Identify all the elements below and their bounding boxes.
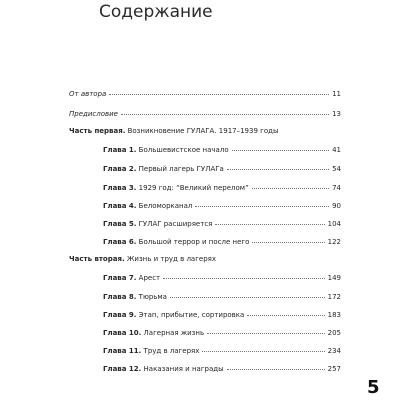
- chapter-number: Глава 5.: [103, 220, 137, 228]
- toc-entry-page: 234: [327, 347, 341, 355]
- toc-entry-page: 13: [332, 110, 341, 118]
- chapter-number: Глава 1.: [103, 146, 137, 154]
- part-title: Жизнь и труд в лагерях: [124, 255, 217, 263]
- chapter-number: Глава 6.: [103, 238, 137, 246]
- toc-entry-page: 205: [327, 329, 341, 337]
- chapter-number: Глава 4.: [103, 202, 137, 210]
- leader-dots: [109, 88, 329, 95]
- toc-entry-page: 104: [327, 220, 341, 228]
- chapter-title: Большой террор и после него: [136, 238, 250, 246]
- chapter-title: Арест: [136, 274, 161, 282]
- part-heading-1[interactable]: [69, 126, 278, 136]
- chapter-number: Глава 2.: [103, 165, 137, 173]
- leader-dots: [227, 363, 325, 370]
- toc-entry-chapter-7[interactable]: [103, 273, 341, 283]
- part-lead: Часть первая.: [69, 127, 126, 135]
- toc-entry-label: Предисловие: [69, 110, 118, 118]
- toc-entry-page: 54: [332, 165, 341, 173]
- toc-entry-chapter-5[interactable]: [103, 219, 341, 229]
- toc-entry-chapter-2[interactable]: [103, 164, 341, 174]
- chapter-title: Большевистское начало: [136, 146, 229, 154]
- chapter-number: Глава 11.: [103, 347, 142, 355]
- toc-entry-chapter-4[interactable]: [103, 201, 341, 211]
- toc-entry-author[interactable]: [69, 89, 341, 99]
- toc-entry-page: 90: [332, 202, 341, 210]
- leader-dots: [170, 291, 325, 298]
- chapter-title: Тюрьма: [136, 293, 167, 301]
- toc-entry-page: 257: [327, 365, 341, 373]
- leader-dots: [207, 327, 325, 334]
- chapter-title: Труд в лагерях: [141, 347, 200, 355]
- toc-entry-page: 74: [332, 184, 341, 192]
- toc-entry-chapter-6[interactable]: [103, 237, 341, 247]
- chapter-number: Глава 12.: [103, 365, 142, 373]
- toc-entry-chapter-10[interactable]: [103, 328, 341, 338]
- page-title: Содержание: [99, 2, 213, 22]
- toc-entry-page: 149: [327, 274, 341, 282]
- chapter-number: Глава 9.: [103, 311, 137, 319]
- chapter-title: Лагерная жизнь: [141, 329, 205, 337]
- leader-dots: [227, 163, 329, 170]
- toc-entry-chapter-11[interactable]: [103, 346, 341, 356]
- toc-entry-chapter-1[interactable]: [103, 145, 341, 155]
- toc-entry-page: 172: [327, 293, 341, 301]
- toc-entry-page: 183: [327, 311, 341, 319]
- leader-dots: [121, 108, 329, 115]
- toc-entry-chapter-12[interactable]: [103, 364, 341, 374]
- toc-entry-chapter-8[interactable]: [103, 292, 341, 302]
- toc-entry-label: От автора: [69, 90, 107, 98]
- chapter-number: Глава 10.: [103, 329, 142, 337]
- chapter-title: Этап, прибытие, сортировка: [136, 311, 245, 319]
- toc-entry-chapter-3[interactable]: [103, 183, 341, 193]
- chapter-number: Глава 3.: [103, 184, 137, 192]
- part-heading-2[interactable]: [69, 254, 216, 264]
- leader-dots: [202, 345, 324, 352]
- chapter-title: Беломорканал: [136, 202, 193, 210]
- leader-dots: [252, 236, 324, 243]
- chapter-title: ГУЛАГ расширяется: [136, 220, 213, 228]
- toc-entry-page: 11: [332, 90, 341, 98]
- leader-dots: [195, 200, 329, 207]
- chapter-title: Наказания и награды: [141, 365, 224, 373]
- leader-dots: [252, 182, 329, 189]
- leader-dots: [215, 218, 324, 225]
- leader-dots: [163, 272, 324, 279]
- chapter-number: Глава 7.: [103, 274, 137, 282]
- toc-entry-preface[interactable]: [69, 109, 341, 119]
- part-title: Возникновение ГУЛАГА. 1917–1939 годы: [125, 127, 279, 135]
- toc-entry-chapter-9[interactable]: [103, 310, 341, 320]
- leader-dots: [247, 309, 324, 316]
- chapter-title: Первый лагерь ГУЛАГа: [136, 165, 224, 173]
- page-number: 5: [367, 377, 380, 398]
- leader-dots: [232, 144, 329, 151]
- toc-entry-page: 41: [332, 146, 341, 154]
- part-lead: Часть вторая.: [69, 255, 125, 263]
- toc-entry-page: 122: [327, 238, 341, 246]
- chapter-title: 1929 год: “Великий перелом”: [136, 184, 249, 192]
- chapter-number: Глава 8.: [103, 293, 137, 301]
